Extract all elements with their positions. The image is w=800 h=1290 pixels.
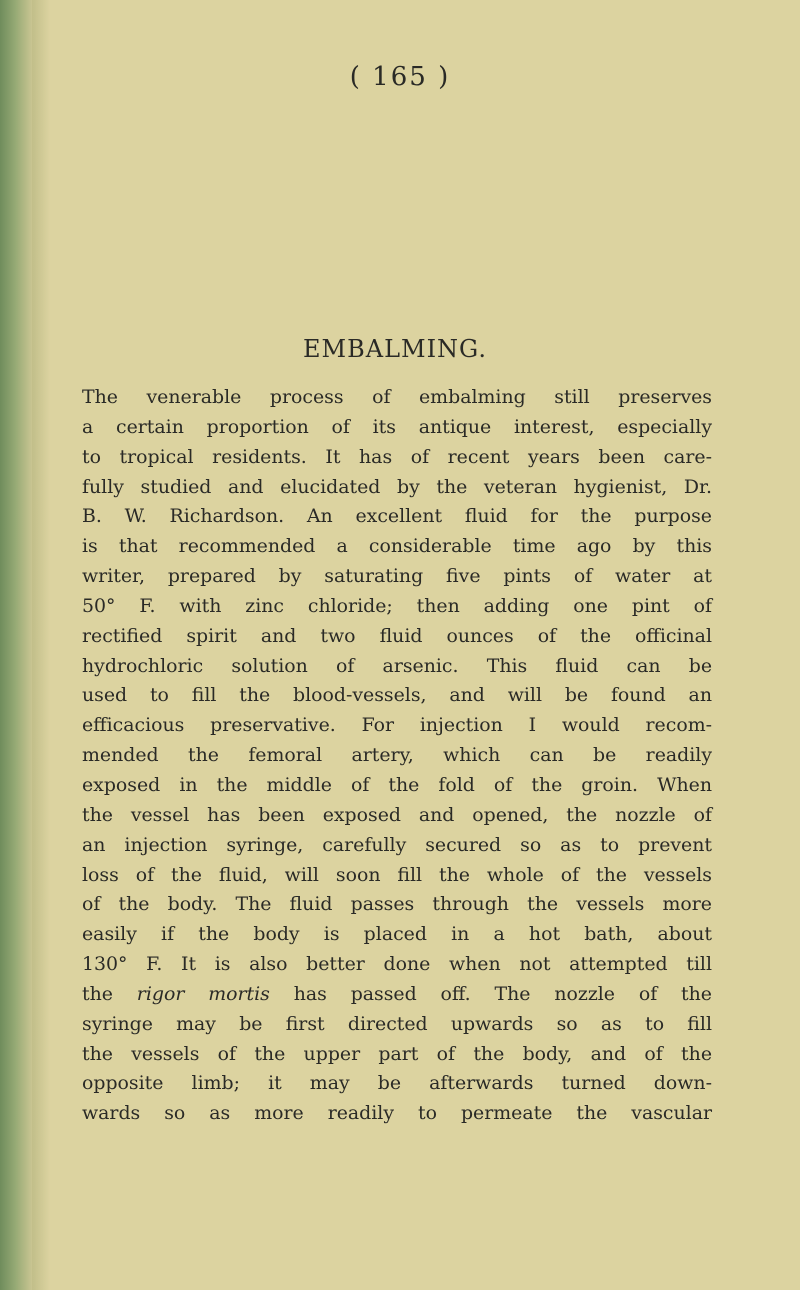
text-line: the vessels of the upper part of the body, and of the bbox=[82, 1042, 712, 1065]
text-line: is that recommended a considerable time ago by this bbox=[82, 535, 712, 558]
page-gutter-fade bbox=[32, 0, 50, 1290]
text-line: writer, prepared by saturating five pints of water at bbox=[82, 565, 712, 588]
text-line: opposite limb; it may be afterwards turned down- bbox=[82, 1072, 712, 1095]
text-segment: has passed off. The nozzle of the bbox=[293, 982, 712, 1005]
text-line: the vessel has been exposed and opened, the nozzle of bbox=[82, 803, 712, 826]
body-paragraph bbox=[82, 383, 712, 1129]
page-number: ( 165 ) bbox=[349, 62, 451, 92]
text-line: The venerable process of embalming still preserves bbox=[82, 386, 712, 408]
text-line: used to fill the blood-vessels, and will be found an bbox=[82, 684, 712, 707]
page-gutter-shadow bbox=[0, 0, 32, 1290]
text-line: easily if the body is placed in a hot bath, about bbox=[82, 923, 712, 946]
text-line: B. W. Richardson. An excellent fluid for the purpose bbox=[82, 505, 712, 528]
text-line: of the body. The fluid passes through the vessels more bbox=[82, 893, 712, 916]
text-line: fully studied and elucidated by the veteran hygienist, Dr. bbox=[82, 475, 712, 498]
text-line: wards so as more readily to permeate the vascular bbox=[82, 1102, 712, 1125]
text-line: a certain proportion of its antique interest, especially bbox=[82, 415, 712, 438]
text-line: 130° F. It is also better done when not attempted till bbox=[82, 953, 712, 976]
text-segment: the bbox=[82, 982, 113, 1005]
text-line: loss of the fluid, will soon fill the whole of the vessels bbox=[82, 863, 712, 886]
text-line: mended the femoral artery, which can be readily bbox=[82, 744, 712, 767]
text-line: exposed in the middle of the fold of the groin. When bbox=[82, 773, 712, 796]
text-line: 50° F. with zinc chloride; then adding one pint of bbox=[82, 594, 712, 617]
text-line: an injection syringe, carefully secured so as to prevent bbox=[82, 833, 712, 856]
text-line: hydrochloric solution of arsenic. This fluid can be bbox=[82, 654, 712, 677]
text-line: to tropical residents. It has of recent years been care- bbox=[82, 445, 712, 468]
text-line: efficacious preservative. For injection I would recom- bbox=[82, 714, 712, 737]
text-line-with-italic bbox=[82, 980, 712, 1010]
text-line: syringe may be first directed upwards so as to fill bbox=[82, 1012, 712, 1035]
chapter-title: EMBALMING. bbox=[303, 335, 487, 363]
text-line: rectified spirit and two fluid ounces of the officinal bbox=[82, 624, 712, 647]
italic-term: rigor mortis bbox=[136, 982, 270, 1005]
